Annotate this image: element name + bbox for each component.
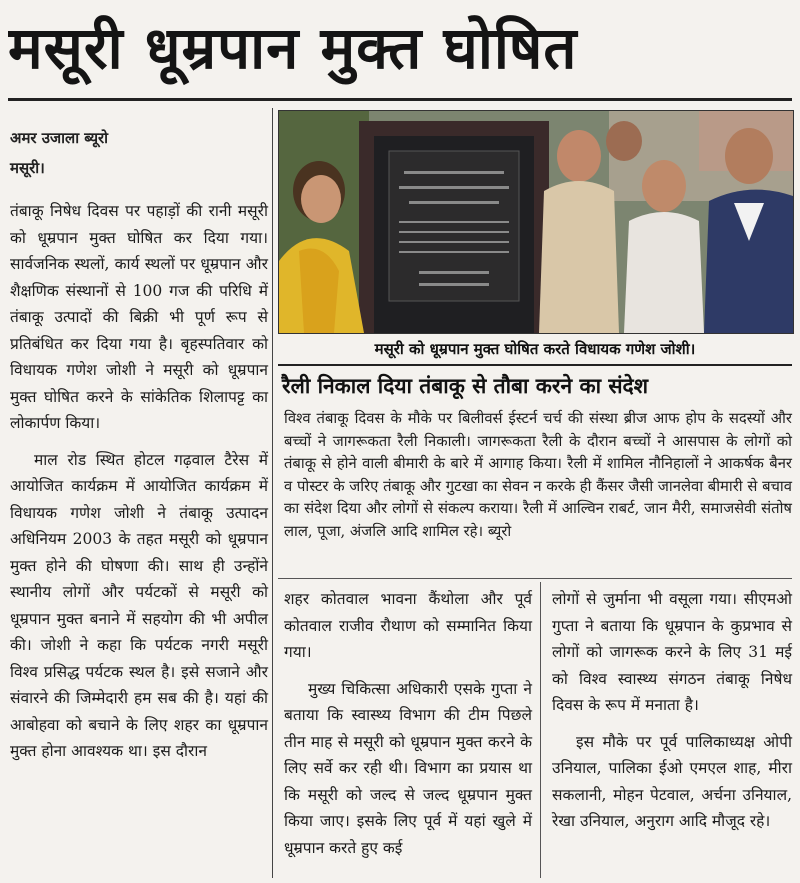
column-1 xyxy=(10,198,268,775)
byline: अमर उजाला ब्यूरो xyxy=(10,129,109,147)
event-photo xyxy=(278,110,794,334)
headline: मसूरी धूम्रपान मुक्त घोषित xyxy=(8,14,578,82)
event-photo-image xyxy=(279,111,793,333)
paragraph: लोगों से जुर्माना भी वसूला गया। सीएमओ गुप्ता ने बताया कि धूम्रपान के कुप्रभाव से लोगों को जागरूक करने के लिए 31 मई को विश्व स्वास्थ्य संगठन तंबाकू निषेध दिवस के रूप में मनाता है। xyxy=(552,590,792,714)
dateline: मसूरी। xyxy=(10,159,45,177)
paragraph: तंबाकू निषेध दिवस पर पहाड़ों की रानी मसूरी को धूम्रपान मुक्त घोषित कर दिया गया। सार्वजनिक स्थलों, कार्य स्थलों पर धूम्रपान और शैक्षणिक संस्थानों से 100 गज की परिधि में तंबाकू उत्पादों की बिक्री भी पूर्ण रूप से प्रतिबंधित कर दिया गया है। बृहस्पतिवार को विधायक गणेश जोशी ने मसूरी को धूम्रपान मुक्त घोषित करने के सांकेतिक शिलापट्ट का लोकार्पण किया। xyxy=(10,202,268,432)
paragraph: माल रोड स्थित होटल गढ़वाल टैरेस में आयोजित कार्यक्रम में आयोजित कार्यक्रम में विधायक गणेश जोशी ने तंबाकू उत्पादन अधिनियम 2003 के तहत मसूरी को धूम्रपान मुक्त होने की घोषणा की। साथ ही उन्होंने स्थानीय लोगों और पर्यटकों से मसूरी को धूम्रपान मुक्त बनाने में सहयोग की भी अपील की। जोशी ने कहा कि पर्यटक नगरी मसूरी विश्व प्रसिद्ध पर्यटक स्थल है। इसे सजाने और संवारने की जिम्मेदारी हम सब की है। यहां की आबोहवा को बचाने के लिए शहर का धूम्रपान मुक्त होना आवश्यक था। इस दौरान xyxy=(10,450,268,760)
paragraph: मुख्य चिकित्सा अधिकारी एसके गुप्ता ने बताया कि स्वास्थ्य विभाग की टीम पिछले तीन माह से मसूरी को धूम्रपान मुक्त करने के लिए सर्वे कर रही थी। विभाग का प्रयास था कि मसूरी को जल्द से जल्द धूम्रपान मुक्त किया जाए। इसके लिए पूर्व में यहां खुले में धूम्रपान करते हुए कई xyxy=(284,679,532,857)
rally-story: विश्व तंबाकू दिवस के मौके पर बिलीवर्स ईस्टर्न चर्च की संस्था ब्रीज आफ होप के सदस्यों और बच्चों ने जागरूकता रैली निकाली। जागरूकता रैली के दौरान बच्चों ने आसपास के लोगों को तंबाकू से होने वाली बीमारी के बारे में आगाह किया। रैली में शामिल नौनिहालों ने आकर्षक बैनर व पोस्टर के जरिए तंबाकू और गुटखा का सेवन न करके ही कैंसर जैसी जानलेवा बीमारी से बचाव का संदेश दिया और लोगों से संकल्प कराया। रैली में आल्विन राबर्ट, जान मैरी, समाजसेवी संतोष लाल, पूजा, अंजलि आदि शामिल रहे। ब्यूरो xyxy=(284,410,792,540)
headline-rule xyxy=(8,98,792,101)
section-rule xyxy=(278,364,792,366)
paragraph: शहर कोतवाल भावना कैंथोला और पूर्व कोतवाल राजीव रौथाण को सम्मानित किया गया। xyxy=(284,590,532,661)
column-divider xyxy=(540,582,541,878)
photo-caption: मसूरी को धूम्रपान मुक्त घोषित करते विधायक गणेश जोशी। xyxy=(374,340,696,358)
column-3 xyxy=(552,586,792,845)
column-divider xyxy=(272,108,273,878)
column-2 xyxy=(284,586,532,871)
section-rule xyxy=(278,578,792,579)
rally-subheadline: रैली निकाल दिया तंबाकू से तौबा करने का संदेश xyxy=(282,374,648,398)
paragraph: इस मौके पर पूर्व पालिकाध्यक्ष ओपी उनियाल, पालिका ईओ एमएल शाह, मीरा सकलानी, मोहन पेटवाल, अर्चना उनियाल, रेखा उनियाल, अनुराग आदि मौजूद रहे। xyxy=(552,732,792,830)
